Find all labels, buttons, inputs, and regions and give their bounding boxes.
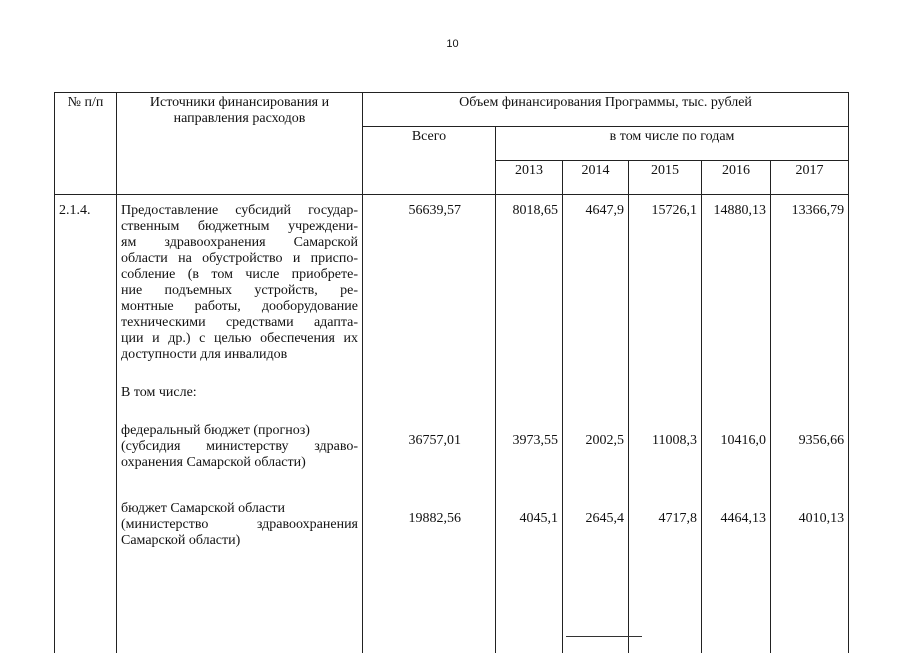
value-2015-federal: 11008,3 [633, 433, 697, 449]
header-years-group: в том числе по годам [496, 127, 849, 161]
row-number: 2.1.4. [55, 195, 117, 653]
value-2017-regional: 4010,13 [775, 511, 844, 527]
header-year-2014: 2014 [563, 161, 629, 195]
page-number: 10 [0, 38, 905, 50]
header-year-2017: 2017 [771, 161, 849, 195]
header-source: Источники финансирования и направления расходов [117, 93, 363, 195]
table-row-main [55, 195, 849, 653]
value-2013-regional: 4045,1 [500, 511, 558, 527]
desc-line: области на обустройство и приспо- [121, 251, 358, 267]
federal-desc-line: охранения Самарской области) [121, 455, 358, 471]
desc-line: монтные работы, дооборудование [121, 299, 358, 315]
federal-desc-line: федеральный бюджет (прогноз) [121, 423, 358, 439]
value-2016-regional: 4464,13 [706, 511, 766, 527]
desc-line: ние подъемных устройств, ре- [121, 283, 358, 299]
desc-line: ям здравоохранения Самарской [121, 235, 358, 251]
financing-table [54, 92, 849, 653]
totals-cell [363, 195, 496, 653]
header-volume: Объем финансирования Программы, тыс. рублей [363, 93, 849, 127]
value-2013-main: 8018,65 [500, 203, 558, 219]
total-main: 56639,57 [367, 203, 461, 219]
desc-line: доступности для инвалидов [121, 347, 358, 363]
row-main-description [117, 195, 363, 653]
regional-desc-line: Самарской области) [121, 533, 358, 549]
value-2015-regional: 4717,8 [633, 511, 697, 527]
header-year-2016: 2016 [702, 161, 771, 195]
total-federal: 36757,01 [367, 433, 461, 449]
desc-line: Предоставление субсидий государ- [121, 203, 358, 219]
header-year-2013: 2013 [496, 161, 563, 195]
regional-desc-line: (министерство здравоохранения [121, 517, 358, 533]
regional-desc-line: бюджет Самарской области [121, 501, 358, 517]
desc-line: ции и др.) с целью обеспечения их [121, 331, 358, 347]
value-2014-regional: 2645,4 [567, 511, 624, 527]
year-2017-cell [771, 195, 849, 653]
year-2016-cell [702, 195, 771, 653]
year-2014-cell [563, 195, 629, 653]
desc-line: ственным бюджетным учреждени- [121, 219, 358, 235]
value-2013-federal: 3973,55 [500, 433, 558, 449]
bottom-rule [566, 636, 642, 637]
including-label: В том числе: [121, 385, 358, 401]
value-2015-main: 15726,1 [633, 203, 697, 219]
header-year-2015: 2015 [629, 161, 702, 195]
header-total: Всего [363, 127, 496, 195]
value-2017-main: 13366,79 [775, 203, 844, 219]
desc-line: техническими средствами адапта- [121, 315, 358, 331]
value-2014-main: 4647,9 [567, 203, 624, 219]
value-2017-federal: 9356,66 [775, 433, 844, 449]
value-2014-federal: 2002,5 [567, 433, 624, 449]
header-number: № п/п [55, 93, 117, 195]
total-regional: 19882,56 [367, 511, 461, 527]
value-2016-main: 14880,13 [706, 203, 766, 219]
value-2016-federal: 10416,0 [706, 433, 766, 449]
desc-line: собление (в том числе приобрете- [121, 267, 358, 283]
year-2013-cell [496, 195, 563, 653]
year-2015-cell [629, 195, 702, 653]
federal-desc-line: (субсидия министерству здраво- [121, 439, 358, 455]
